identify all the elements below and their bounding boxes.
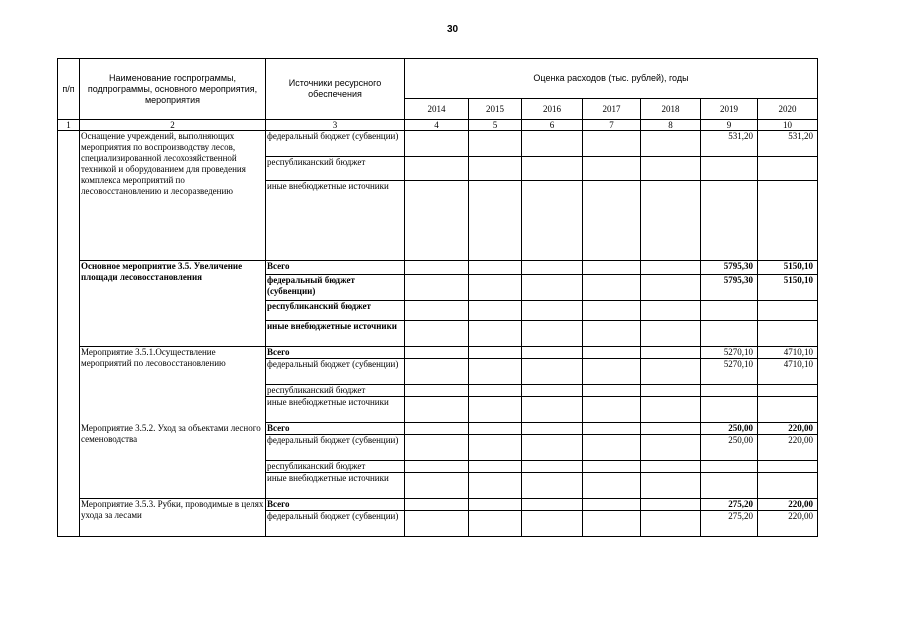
source-cell: Всего <box>266 423 405 435</box>
empty-value-cell <box>405 275 469 301</box>
measure-name: Основное мероприятие 3.5. Увеличение площади лесовосстановления <box>80 261 266 347</box>
source-cell: иные внебюджетные источники <box>266 321 405 347</box>
value-2019: 531,20 <box>701 131 758 157</box>
empty-value-cell <box>522 397 583 423</box>
empty-value-cell <box>641 359 701 385</box>
empty-value-cell <box>469 359 522 385</box>
empty-value-cell <box>405 157 469 181</box>
header-year: 2019 <box>701 99 758 120</box>
empty-value-cell <box>701 301 758 321</box>
empty-value-cell <box>758 301 818 321</box>
row-num-cell <box>58 261 80 347</box>
empty-value-cell <box>583 385 641 397</box>
source-cell: республиканский бюджет <box>266 461 405 473</box>
empty-value-cell <box>469 511 522 537</box>
value-2019: 250,00 <box>701 423 758 435</box>
empty-value-cell <box>758 157 818 181</box>
source-cell: Всего <box>266 261 405 275</box>
value-2020: 5150,10 <box>758 275 818 301</box>
empty-value-cell <box>469 499 522 511</box>
empty-value-cell <box>469 423 522 435</box>
empty-value-cell <box>469 131 522 157</box>
empty-value-cell <box>641 181 701 261</box>
column-number: 8 <box>641 120 701 131</box>
empty-value-cell <box>641 435 701 461</box>
empty-value-cell <box>469 181 522 261</box>
empty-value-cell <box>469 473 522 499</box>
empty-value-cell <box>583 499 641 511</box>
empty-value-cell <box>469 385 522 397</box>
empty-value-cell <box>469 321 522 347</box>
empty-value-cell <box>758 397 818 423</box>
measure-name: Мероприятие 3.5.3. Рубки, проводимые в целях ухода за лесами <box>80 499 266 537</box>
header-col-name: Наименование госпрограммы, подпрограммы, основного мероприятия, мероприятия <box>80 59 266 120</box>
empty-value-cell <box>405 511 469 537</box>
empty-value-cell <box>583 261 641 275</box>
empty-value-cell <box>583 423 641 435</box>
header-col-source: Источники ресурсного обеспечения <box>266 59 405 120</box>
value-2019: 275,20 <box>701 499 758 511</box>
empty-value-cell <box>405 321 469 347</box>
empty-value-cell <box>583 321 641 347</box>
empty-value-cell <box>701 461 758 473</box>
empty-value-cell <box>758 181 818 261</box>
source-cell: республиканский бюджет <box>266 385 405 397</box>
value-2019: 5795,30 <box>701 261 758 275</box>
value-2019: 5270,10 <box>701 359 758 385</box>
empty-value-cell <box>522 261 583 275</box>
measure-name: Мероприятие 3.5.1.Осуществление мероприятий по лесовосстановлению <box>80 347 266 423</box>
empty-value-cell <box>469 301 522 321</box>
empty-value-cell <box>522 473 583 499</box>
header-year: 2014 <box>405 99 469 120</box>
empty-value-cell <box>469 275 522 301</box>
page-number: 30 <box>446 24 459 35</box>
empty-value-cell <box>583 131 641 157</box>
source-cell: республиканский бюджет <box>266 157 405 181</box>
budget-table <box>57 58 818 537</box>
empty-value-cell <box>641 301 701 321</box>
empty-value-cell <box>522 461 583 473</box>
empty-value-cell <box>583 435 641 461</box>
empty-value-cell <box>405 461 469 473</box>
empty-value-cell <box>405 397 469 423</box>
empty-value-cell <box>701 397 758 423</box>
value-2019: 250,00 <box>701 435 758 461</box>
source-cell: федеральный бюджет (субвенции) <box>266 435 405 461</box>
empty-value-cell <box>583 275 641 301</box>
measure-name: Мероприятие 3.5.2. Уход за объектами лесного семеноводства <box>80 423 266 499</box>
empty-value-cell <box>641 157 701 181</box>
source-cell: федеральный бюджет (субвенции) <box>266 359 405 385</box>
empty-value-cell <box>469 157 522 181</box>
empty-value-cell <box>522 301 583 321</box>
empty-value-cell <box>522 385 583 397</box>
empty-value-cell <box>405 435 469 461</box>
empty-value-cell <box>641 131 701 157</box>
empty-value-cell <box>522 511 583 537</box>
empty-value-cell <box>701 473 758 499</box>
empty-value-cell <box>583 301 641 321</box>
empty-value-cell <box>641 261 701 275</box>
column-number: 10 <box>758 120 818 131</box>
header-year: 2018 <box>641 99 701 120</box>
empty-value-cell <box>469 397 522 423</box>
empty-value-cell <box>405 499 469 511</box>
value-2020: 220,00 <box>758 435 818 461</box>
empty-value-cell <box>469 435 522 461</box>
empty-value-cell <box>758 473 818 499</box>
source-cell: иные внебюджетные источники <box>266 473 405 499</box>
empty-value-cell <box>583 461 641 473</box>
empty-value-cell <box>405 301 469 321</box>
source-cell: Всего <box>266 499 405 511</box>
empty-value-cell <box>469 347 522 359</box>
empty-value-cell <box>701 321 758 347</box>
column-number: 6 <box>522 120 583 131</box>
value-2020: 531,20 <box>758 131 818 157</box>
empty-value-cell <box>405 423 469 435</box>
row-num-cell <box>58 131 80 261</box>
empty-value-cell <box>522 347 583 359</box>
source-cell: федеральный бюджет (субвенции) <box>266 131 405 157</box>
empty-value-cell <box>758 461 818 473</box>
empty-value-cell <box>522 131 583 157</box>
source-cell: федеральный бюджет (субвенции) <box>266 275 405 301</box>
value-2020: 5150,10 <box>758 261 818 275</box>
empty-value-cell <box>641 461 701 473</box>
value-2020: 220,00 <box>758 423 818 435</box>
empty-value-cell <box>469 261 522 275</box>
empty-value-cell <box>701 385 758 397</box>
empty-value-cell <box>522 435 583 461</box>
value-2019: 275,20 <box>701 511 758 537</box>
empty-value-cell <box>583 397 641 423</box>
column-number: 1 <box>58 120 80 131</box>
empty-value-cell <box>583 511 641 537</box>
empty-value-cell <box>405 359 469 385</box>
empty-value-cell <box>522 499 583 511</box>
value-2020: 220,00 <box>758 499 818 511</box>
header-year: 2020 <box>758 99 818 120</box>
empty-value-cell <box>758 321 818 347</box>
empty-value-cell <box>758 385 818 397</box>
empty-value-cell <box>641 385 701 397</box>
empty-value-cell <box>641 397 701 423</box>
column-number: 7 <box>583 120 641 131</box>
value-2019: 5270,10 <box>701 347 758 359</box>
empty-value-cell <box>405 473 469 499</box>
measure-name: Оснащение учреждений, выполняющих мероприятия по воспроизводству лесов, специализированной лесохозяйственной техникой и оборудованием для проведения комплекса мероприятий по лесовосстановлению и лесоразведению <box>80 131 266 261</box>
column-number: 5 <box>469 120 522 131</box>
empty-value-cell <box>522 181 583 261</box>
source-cell: федеральный бюджет (субвенции) <box>266 511 405 537</box>
column-number: 2 <box>80 120 266 131</box>
empty-value-cell <box>405 181 469 261</box>
source-cell: иные внебюджетные источники <box>266 397 405 423</box>
header-col-num: п/п <box>58 59 80 120</box>
empty-value-cell <box>583 181 641 261</box>
source-cell: республиканский бюджет <box>266 301 405 321</box>
value-2019: 5795,30 <box>701 275 758 301</box>
empty-value-cell <box>522 359 583 385</box>
empty-value-cell <box>405 385 469 397</box>
empty-value-cell <box>583 347 641 359</box>
header-year: 2016 <box>522 99 583 120</box>
empty-value-cell <box>522 321 583 347</box>
header-year: 2015 <box>469 99 522 120</box>
empty-value-cell <box>701 181 758 261</box>
value-2020: 220,00 <box>758 511 818 537</box>
column-number: 4 <box>405 120 469 131</box>
header-year: 2017 <box>583 99 641 120</box>
empty-value-cell <box>405 261 469 275</box>
empty-value-cell <box>701 157 758 181</box>
row-num-cell <box>58 347 80 537</box>
empty-value-cell <box>522 423 583 435</box>
empty-value-cell <box>641 321 701 347</box>
empty-value-cell <box>641 499 701 511</box>
empty-value-cell <box>641 347 701 359</box>
value-2020: 4710,10 <box>758 359 818 385</box>
empty-value-cell <box>583 157 641 181</box>
header-col-estimate: Оценка расходов (тыс. рублей), годы <box>405 59 818 99</box>
empty-value-cell <box>405 347 469 359</box>
empty-value-cell <box>405 131 469 157</box>
column-number: 3 <box>266 120 405 131</box>
source-cell: Всего <box>266 347 405 359</box>
column-number: 9 <box>701 120 758 131</box>
empty-value-cell <box>641 275 701 301</box>
empty-value-cell <box>641 423 701 435</box>
empty-value-cell <box>583 359 641 385</box>
empty-value-cell <box>641 511 701 537</box>
empty-value-cell <box>583 473 641 499</box>
empty-value-cell <box>641 473 701 499</box>
source-cell: иные внебюджетные источники <box>266 181 405 261</box>
value-2020: 4710,10 <box>758 347 818 359</box>
empty-value-cell <box>522 157 583 181</box>
empty-value-cell <box>522 275 583 301</box>
empty-value-cell <box>469 461 522 473</box>
